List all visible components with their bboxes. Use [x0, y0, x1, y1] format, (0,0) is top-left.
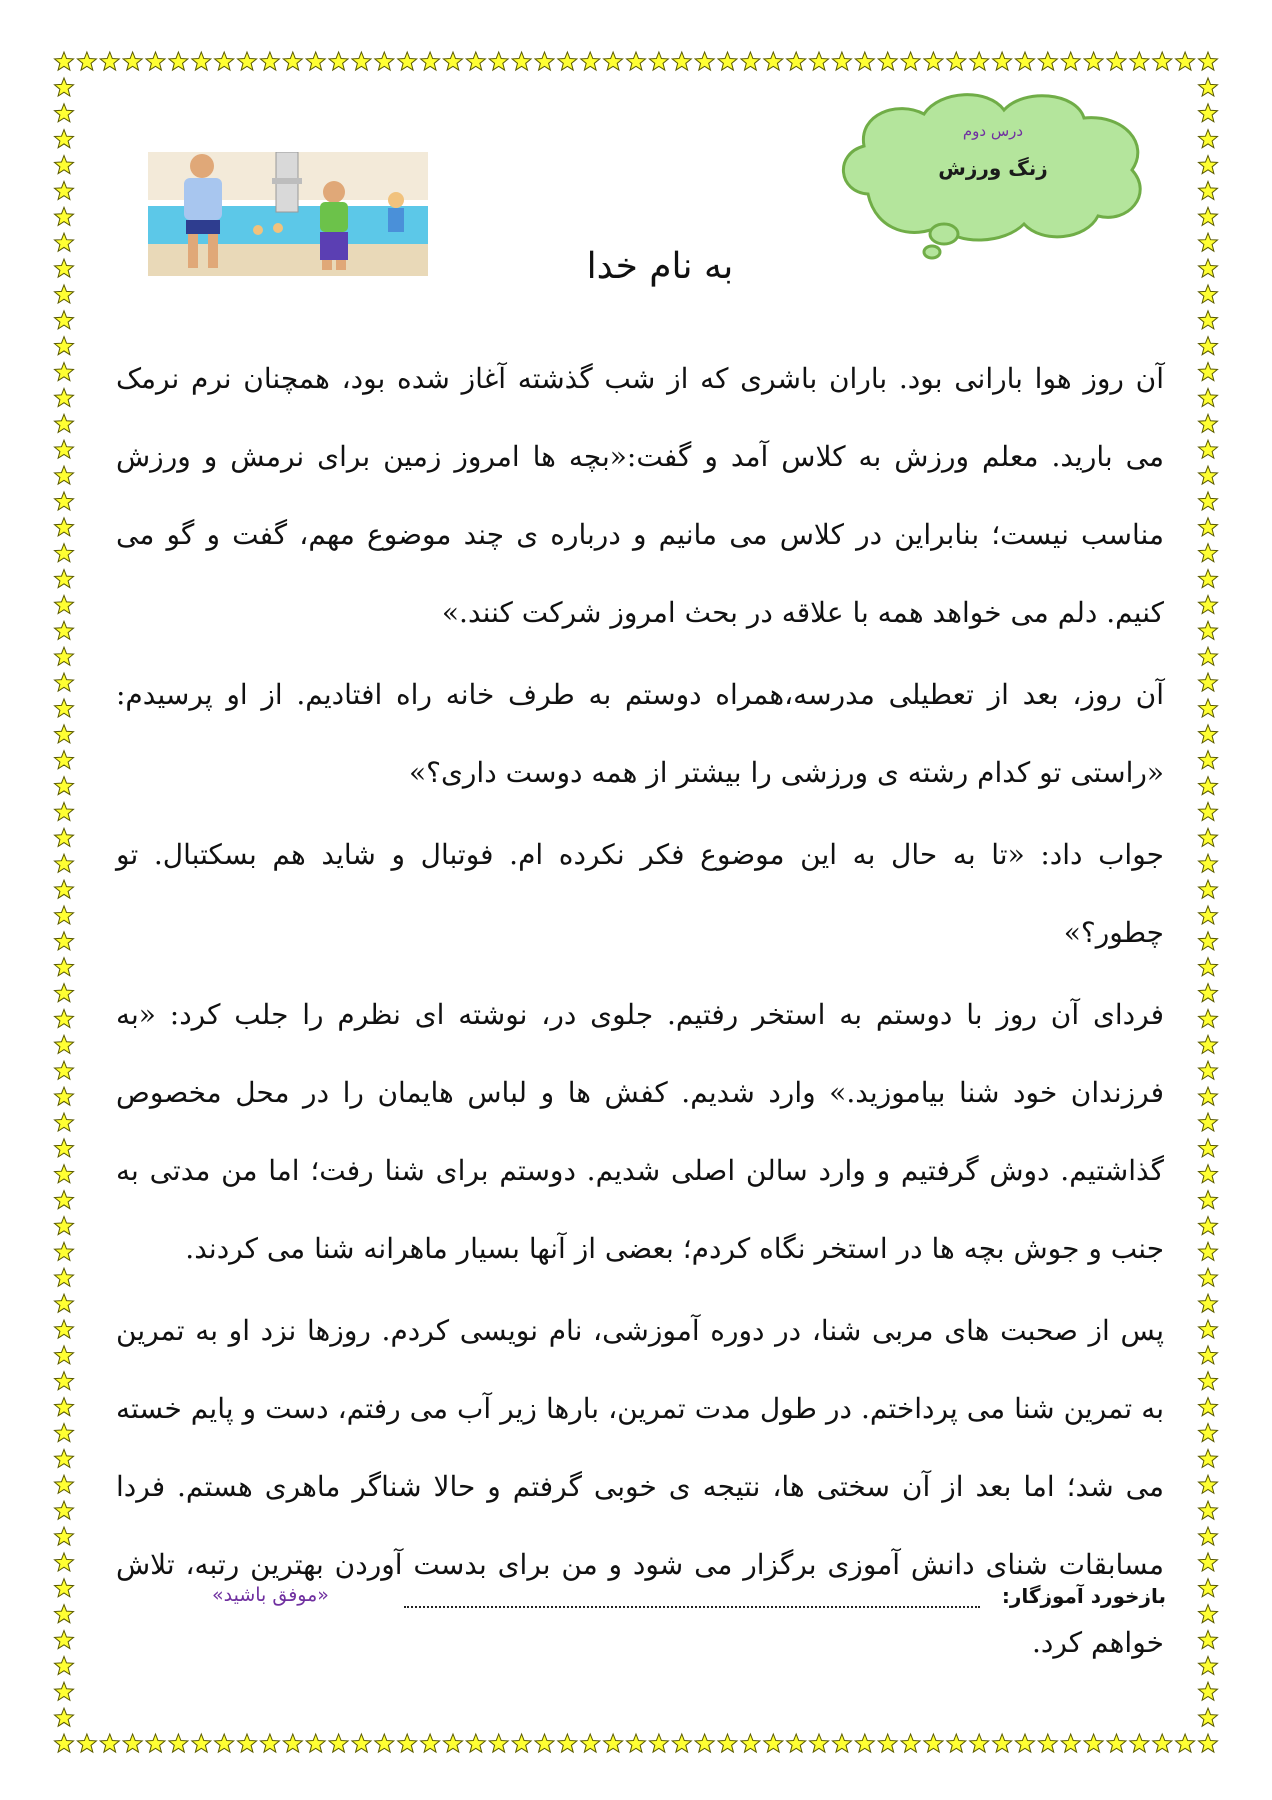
border-star-icon — [558, 52, 577, 70]
border-star-icon — [55, 440, 74, 458]
border-star-icon — [55, 1424, 74, 1442]
border-star-icon — [352, 52, 371, 70]
border-star-icon — [1199, 1242, 1218, 1260]
border-star-icon — [1153, 1734, 1172, 1752]
border-star-icon — [306, 52, 325, 70]
feedback-label: بازخورد آموزگار: — [1001, 1584, 1166, 1608]
border-star-icon — [1199, 1372, 1218, 1390]
border-star-icon — [878, 1734, 897, 1752]
border-star-icon — [123, 1734, 142, 1752]
border-star-icon — [1199, 259, 1218, 277]
border-star-icon — [1199, 1708, 1218, 1726]
border-star-icon — [535, 52, 554, 70]
border-star-icon — [878, 52, 897, 70]
border-star-icon — [993, 52, 1012, 70]
story-title: به نام خدا — [586, 246, 734, 287]
border-star-icon — [55, 647, 74, 665]
border-star-icon — [1199, 492, 1218, 510]
border-star-icon — [1199, 932, 1218, 950]
border-star-icon — [169, 52, 188, 70]
border-star-icon — [100, 1734, 119, 1752]
border-star-icon — [55, 181, 74, 199]
border-star-icon — [55, 130, 74, 148]
border-star-icon — [855, 52, 874, 70]
border-star-icon — [421, 52, 440, 70]
border-star-icon — [1107, 52, 1126, 70]
border-star-icon — [1199, 1631, 1218, 1649]
lesson-heading — [858, 112, 1128, 180]
border-star-icon — [1199, 777, 1218, 795]
border-star-icon — [1199, 466, 1218, 484]
border-star-icon — [1199, 1294, 1218, 1312]
border-star-icon — [55, 518, 74, 536]
border-star-icon — [604, 52, 623, 70]
border-star-icon — [1199, 1009, 1218, 1027]
border-star-icon — [1038, 1734, 1057, 1752]
border-star-icon — [260, 1734, 279, 1752]
border-star-icon — [146, 52, 165, 70]
border-star-icon — [832, 1734, 851, 1752]
border-star-icon — [970, 52, 989, 70]
feedback-note: «موفق باشید» — [212, 1584, 329, 1606]
border-star-icon — [764, 1734, 783, 1752]
border-star-icon — [1199, 828, 1218, 846]
paragraph: پس از صحبت های مربی شنا، در دوره آموزشی، نام نویسی کردم. روزها نزد او به تمرین به تمرین شنا می پرداختم. در طول مدت تمرین، بارها زیر آب می رفتم، دست و پایم خسته می شد؛ اما بعد از آن سختی ها، نتیجه ی خوبی گرفتم و حالا شناگر ماهری هستم. فردا مسابقات شنای دانش آموزی برگزار می شود و من برای بدست آوردن بهترین رتبه، تلاش خواهم کرد. — [116, 1314, 1164, 1659]
border-star-icon — [55, 1061, 74, 1079]
border-star-icon — [489, 52, 508, 70]
border-star-icon — [215, 52, 234, 70]
border-star-icon — [924, 1734, 943, 1752]
border-star-icon — [1199, 1087, 1218, 1105]
border-star-icon — [535, 1734, 554, 1752]
border-star-icon — [283, 1734, 302, 1752]
border-star-icon — [123, 52, 142, 70]
border-star-icon — [55, 802, 74, 820]
border-star-icon — [1199, 414, 1218, 432]
border-star-icon — [1107, 1734, 1126, 1752]
border-star-icon — [1153, 52, 1172, 70]
border-star-icon — [55, 1449, 74, 1467]
border-star-icon — [55, 1139, 74, 1157]
border-star-icon — [1199, 1605, 1218, 1623]
border-star-icon — [1199, 52, 1218, 70]
border-star-icon — [55, 78, 74, 96]
border-star-icon — [1199, 984, 1218, 1002]
border-star-icon — [1199, 595, 1218, 613]
border-star-icon — [55, 285, 74, 303]
border-star-icon — [55, 1294, 74, 1312]
border-star-icon — [192, 52, 211, 70]
border-star-icon — [55, 1320, 74, 1338]
border-star-icon — [832, 52, 851, 70]
border-star-icon — [55, 1734, 74, 1752]
border-star-icon — [1084, 52, 1103, 70]
border-star-icon — [55, 854, 74, 872]
border-star-icon — [238, 1734, 257, 1752]
border-star-icon — [1130, 1734, 1149, 1752]
border-star-icon — [1199, 1139, 1218, 1157]
border-star-icon — [1199, 1501, 1218, 1519]
border-star-icon — [993, 1734, 1012, 1752]
border-star-icon — [810, 1734, 829, 1752]
border-star-icon — [855, 1734, 874, 1752]
border-star-icon — [764, 52, 783, 70]
paragraph: آن روز هوا بارانی بود. باران باشری که از شب گذشته آغاز شده بود، همچنان نرم نرمک می بارید. معلم ورزش به کلاس آمد و گفت:«بچه ها امروز زمین برای نرمش و ورزش مناسب نیست؛ بنابراین در کلاس می مانیم و درباره ی چند موضوع مهم، گفت و گو می کنیم. دلم می خواهد همه با علاقه در بحث امروز شرکت کنند.» — [116, 362, 1164, 629]
border-star-icon — [55, 673, 74, 691]
border-star-icon — [55, 621, 74, 639]
border-star-icon — [55, 1268, 74, 1286]
border-star-icon — [55, 932, 74, 950]
border-star-icon — [55, 1372, 74, 1390]
border-star-icon — [352, 1734, 371, 1752]
border-star-icon — [1199, 1527, 1218, 1545]
border-star-icon — [1199, 78, 1218, 96]
border-star-icon — [1199, 906, 1218, 924]
border-star-icon — [55, 880, 74, 898]
border-star-icon — [672, 1734, 691, 1752]
border-star-icon — [55, 1087, 74, 1105]
border-star-icon — [55, 906, 74, 924]
border-star-icon — [1199, 1475, 1218, 1493]
border-star-icon — [1199, 1217, 1218, 1235]
border-star-icon — [443, 1734, 462, 1752]
border-star-icon — [55, 751, 74, 769]
border-star-icon — [466, 52, 485, 70]
swimming-pool-illustration — [148, 152, 428, 276]
border-star-icon — [55, 1605, 74, 1623]
border-star-icon — [947, 1734, 966, 1752]
border-star-icon — [238, 52, 257, 70]
border-star-icon — [1199, 1268, 1218, 1286]
lesson-title: زنگ ورزش — [938, 156, 1048, 180]
border-star-icon — [1199, 880, 1218, 898]
border-star-icon — [1199, 1113, 1218, 1131]
border-star-icon — [581, 1734, 600, 1752]
border-star-icon — [55, 1113, 74, 1131]
border-star-icon — [1199, 1734, 1218, 1752]
border-star-icon — [55, 595, 74, 613]
border-star-icon — [649, 52, 668, 70]
border-star-icon — [1176, 1734, 1195, 1752]
border-star-icon — [787, 1734, 806, 1752]
border-star-icon — [1199, 725, 1218, 743]
border-star-icon — [77, 1734, 96, 1752]
border-star-icon — [55, 1346, 74, 1364]
paragraph: آن روز، بعد از تعطیلی مدرسه،همراه دوستم به طرف خانه راه افتادیم. از او پرسیدم: «راستی تو کدام رشته ی ورزشی را بیشتر از همه دوست داری؟» — [116, 678, 1164, 789]
border-star-icon — [1199, 647, 1218, 665]
border-star-icon — [55, 1527, 74, 1545]
border-star-icon — [1199, 181, 1218, 199]
border-star-icon — [1199, 1553, 1218, 1571]
border-star-icon — [1199, 1035, 1218, 1053]
border-star-icon — [1199, 1320, 1218, 1338]
border-star-icon — [55, 570, 74, 588]
border-star-icon — [1130, 52, 1149, 70]
border-star-icon — [55, 1553, 74, 1571]
border-star-icon — [1199, 285, 1218, 303]
border-star-icon — [1199, 130, 1218, 148]
border-star-icon — [924, 52, 943, 70]
border-star-icon — [1199, 699, 1218, 717]
border-star-icon — [1199, 311, 1218, 329]
paragraph: فردای آن روز با دوستم به استخر رفتیم. جلوی در، نوشته ای نظرم را جلب کرد: «به فرزندان خود شنا بیاموزید.» وارد شدیم. کفش ها و لباس هایمان را در محل مخصوص گذاشتیم. دوش گرفتیم و وارد سالن اصلی شدیم. دوستم برای شنا رفت؛ اما من مدتی به جنب و جوش بچه ها در استخر نگاه کردم؛ بعضی از آنها بسیار ماهرانه شنا می کردند. — [116, 998, 1164, 1265]
border-star-icon — [810, 52, 829, 70]
lesson-number: درس دوم — [962, 122, 1024, 140]
border-star-icon — [1061, 52, 1080, 70]
border-star-icon — [77, 52, 96, 70]
border-star-icon — [55, 1217, 74, 1235]
border-star-icon — [55, 363, 74, 381]
border-star-icon — [649, 1734, 668, 1752]
border-star-icon — [1199, 802, 1218, 820]
border-star-icon — [581, 52, 600, 70]
border-star-icon — [55, 492, 74, 510]
border-star-icon — [1199, 1165, 1218, 1183]
border-star-icon — [55, 337, 74, 355]
border-star-icon — [1199, 1682, 1218, 1700]
border-star-icon — [512, 52, 531, 70]
border-star-icon — [55, 699, 74, 717]
border-star-icon — [55, 1035, 74, 1053]
border-star-icon — [1176, 52, 1195, 70]
border-star-icon — [192, 1734, 211, 1752]
border-star-icon — [55, 259, 74, 277]
border-star-icon — [55, 828, 74, 846]
border-star-icon — [55, 984, 74, 1002]
border-star-icon — [55, 414, 74, 432]
border-star-icon — [55, 311, 74, 329]
border-star-icon — [55, 207, 74, 225]
border-star-icon — [741, 1734, 760, 1752]
border-star-icon — [55, 1191, 74, 1209]
border-star-icon — [1199, 1656, 1218, 1674]
border-star-icon — [970, 1734, 989, 1752]
border-star-icon — [55, 1501, 74, 1519]
border-star-icon — [146, 1734, 165, 1752]
border-star-icon — [1199, 1346, 1218, 1364]
border-star-icon — [901, 52, 920, 70]
border-star-icon — [787, 52, 806, 70]
border-star-icon — [260, 52, 279, 70]
border-star-icon — [55, 958, 74, 976]
border-star-icon — [55, 1631, 74, 1649]
border-star-icon — [55, 725, 74, 743]
paragraph: جواب داد: «تا به حال به این موضوع فکر نکرده ام. فوتبال و شاید هم بسکتبال. تو چطور؟» — [116, 838, 1164, 949]
border-star-icon — [489, 1734, 508, 1752]
border-star-icon — [1199, 1579, 1218, 1597]
border-star-icon — [604, 1734, 623, 1752]
border-star-icon — [55, 1656, 74, 1674]
border-star-icon — [1199, 518, 1218, 536]
border-star-icon — [55, 1708, 74, 1726]
border-star-icon — [1199, 156, 1218, 174]
border-star-icon — [55, 233, 74, 251]
border-star-icon — [1199, 1191, 1218, 1209]
border-star-icon — [1199, 1398, 1218, 1416]
border-star-icon — [1199, 673, 1218, 691]
story-body — [116, 340, 1164, 1686]
border-star-icon — [695, 1734, 714, 1752]
border-star-icon — [901, 1734, 920, 1752]
border-star-icon — [1199, 363, 1218, 381]
border-star-icon — [718, 1734, 737, 1752]
border-star-icon — [627, 52, 646, 70]
border-star-icon — [1061, 1734, 1080, 1752]
border-star-icon — [1199, 751, 1218, 769]
border-star-icon — [55, 1579, 74, 1597]
border-star-icon — [1084, 1734, 1103, 1752]
border-star-icon — [398, 1734, 417, 1752]
border-star-icon — [55, 1009, 74, 1027]
border-star-icon — [55, 1398, 74, 1416]
border-star-icon — [1199, 570, 1218, 588]
border-star-icon — [55, 52, 74, 70]
border-star-icon — [55, 156, 74, 174]
border-star-icon — [55, 1475, 74, 1493]
border-star-icon — [55, 777, 74, 795]
border-star-icon — [1199, 854, 1218, 872]
border-star-icon — [55, 388, 74, 406]
border-star-icon — [329, 1734, 348, 1752]
border-star-icon — [306, 1734, 325, 1752]
border-star-icon — [1199, 337, 1218, 355]
border-star-icon — [741, 52, 760, 70]
border-star-icon — [1199, 233, 1218, 251]
border-star-icon — [1199, 207, 1218, 225]
border-star-icon — [718, 52, 737, 70]
border-star-icon — [1199, 388, 1218, 406]
border-star-icon — [558, 1734, 577, 1752]
border-star-icon — [627, 1734, 646, 1752]
border-star-icon — [1199, 1424, 1218, 1442]
border-star-icon — [512, 1734, 531, 1752]
border-star-icon — [55, 1682, 74, 1700]
border-star-icon — [1199, 1061, 1218, 1079]
border-star-icon — [1015, 52, 1034, 70]
border-star-icon — [672, 52, 691, 70]
border-star-icon — [1199, 621, 1218, 639]
border-star-icon — [443, 52, 462, 70]
feedback-answer-line[interactable] — [404, 1606, 980, 1608]
border-star-icon — [169, 1734, 188, 1752]
border-star-icon — [1199, 544, 1218, 562]
border-star-icon — [1199, 104, 1218, 122]
border-star-icon — [55, 466, 74, 484]
border-star-icon — [695, 52, 714, 70]
border-star-icon — [1199, 440, 1218, 458]
border-star-icon — [55, 1165, 74, 1183]
border-star-icon — [466, 1734, 485, 1752]
border-star-icon — [55, 544, 74, 562]
border-star-icon — [100, 52, 119, 70]
border-star-icon — [215, 1734, 234, 1752]
border-star-icon — [329, 52, 348, 70]
border-star-icon — [398, 52, 417, 70]
border-star-icon — [947, 52, 966, 70]
border-star-icon — [1038, 52, 1057, 70]
border-star-icon — [283, 52, 302, 70]
border-star-icon — [1199, 958, 1218, 976]
teacher-feedback — [200, 1584, 1166, 1624]
border-star-icon — [421, 1734, 440, 1752]
border-star-icon — [375, 1734, 394, 1752]
border-star-icon — [1015, 1734, 1034, 1752]
border-star-icon — [375, 52, 394, 70]
border-star-icon — [55, 1242, 74, 1260]
border-star-icon — [1199, 1449, 1218, 1467]
border-star-icon — [55, 104, 74, 122]
